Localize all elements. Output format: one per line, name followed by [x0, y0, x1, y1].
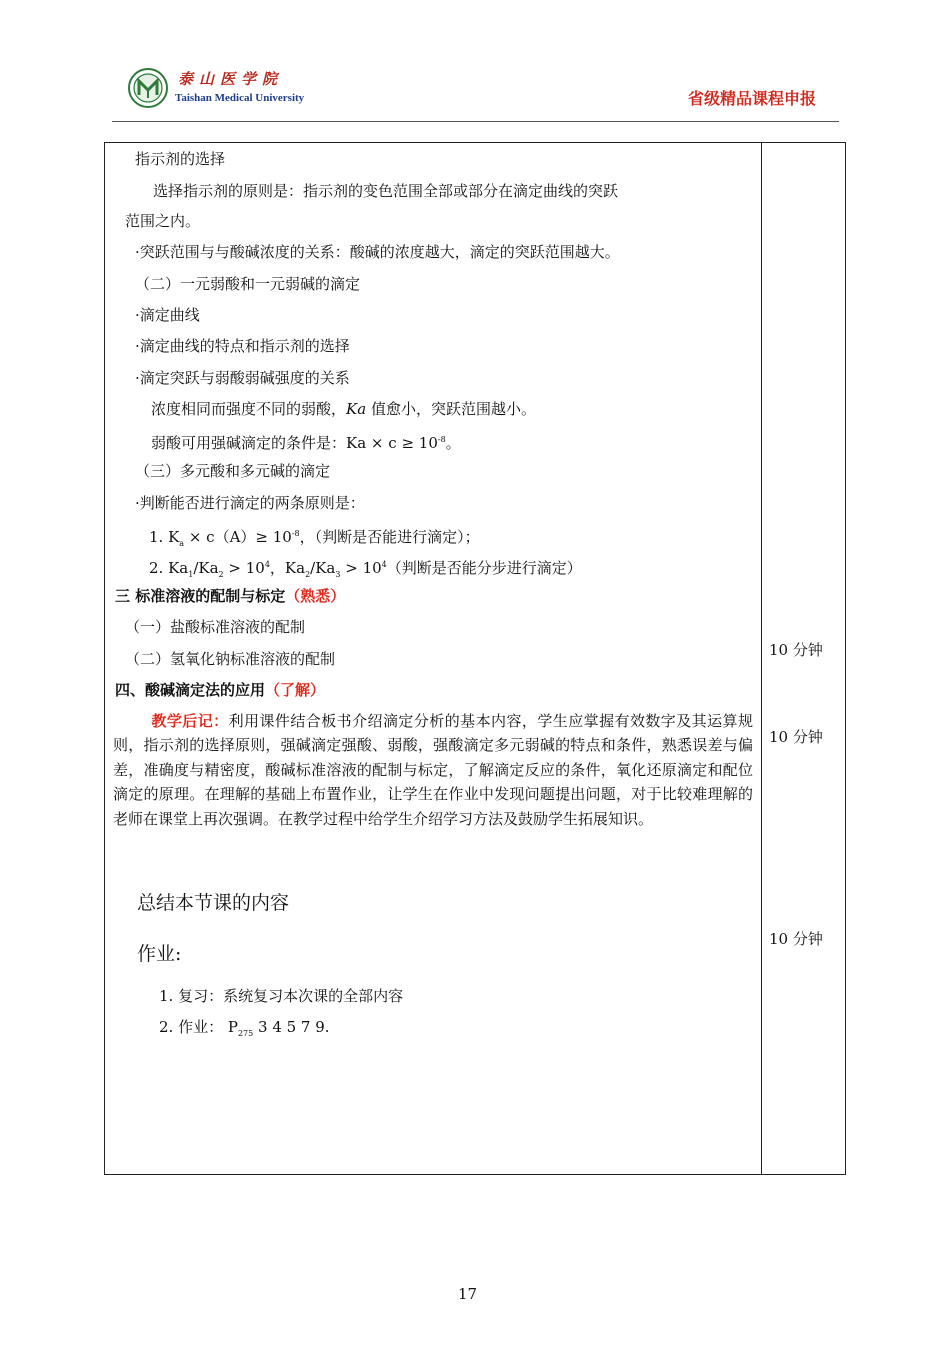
line14-g: （判断是否能分步进行滴定） — [386, 559, 582, 577]
time-label-1: 10 分钟 — [769, 641, 823, 659]
section-heading-3 — [115, 586, 345, 606]
content-line-17: （二）氢氧化钠标准溶液的配制 — [125, 650, 336, 668]
content-line-13 — [149, 524, 480, 554]
summary-line: 总结本节课的内容 — [137, 892, 290, 914]
section3-tag: （熟悉） — [285, 587, 346, 605]
content-line-3: 范围之内。 — [125, 212, 201, 230]
line10-text-c: 。 — [445, 434, 461, 452]
line14-sub4: 3 — [335, 570, 341, 579]
line14-e: /Ka — [310, 559, 336, 577]
hw2-text-b: 3 4 5 7 9. — [253, 1018, 330, 1036]
school-name-en: Taishan Medical University — [175, 92, 305, 104]
page-header — [112, 60, 842, 120]
line14-d: ，Ka — [269, 559, 306, 577]
line13-sub: a — [179, 539, 185, 548]
content-line-1: 指示剂的选择 — [135, 150, 226, 168]
line9-text-c: 值愈小，突跃范围越小。 — [366, 400, 536, 418]
teaching-notes-paragraph — [113, 709, 753, 831]
content-line-16: （一）盐酸标准溶液的配制 — [125, 618, 306, 636]
line9-ka: Ka — [346, 400, 367, 418]
line14-c: > 10 — [223, 559, 265, 577]
line14-sub2: 2 — [218, 570, 224, 579]
column-divider — [761, 143, 762, 1174]
hw2-sub: 275 — [237, 1029, 254, 1038]
line13-text-b: × c（A）≥ 10 — [184, 528, 292, 546]
content-line-4: ·突跃范围与与酸碱浓度的关系：酸碱的浓度越大，滴定的突跃范围越大。 — [135, 243, 620, 261]
line13-text-c: ，（判断是否能进行滴定）； — [299, 528, 480, 546]
line13-sup: -8 — [291, 529, 300, 538]
hw2-text-a: 2. 作业： P — [159, 1018, 238, 1036]
section4-tag: （了解） — [265, 681, 326, 699]
content-line-10 — [151, 430, 461, 453]
time-label-3: 10 分钟 — [769, 930, 823, 948]
content-line-11: （三）多元酸和多元碱的滴定 — [135, 462, 331, 480]
teaching-notes-body: 利用课件结合板书介绍滴定分析的基本内容，学生应掌握有效数字及其运算规则，指示剂的选择原则，强碱滴定强酸、弱酸，强酸滴定多元弱碱的特点和条件，熟悉误差与偏差，准确度与精密度，酸碱标准溶液的配制与标定，了解滴定反应的条件，氧化还原滴定和配位滴定的原理。在理解的基础上布置作业，让学生在作业中发现问题提出问题，对于比较难理解的老师在课堂上再次强调。在教学过程中给学生介绍学习方法及鼓励学生拓展知识。 — [113, 712, 753, 828]
content-line-12: ·判断能否进行滴定的两条原则是： — [135, 494, 365, 512]
line10-formula: Ka × c ≥ 10 — [346, 434, 438, 452]
content-line-2: 选择指示剂的原则是：指示剂的变色范围全部或部分在滴定曲线的突跃 — [153, 182, 619, 200]
content-line-6: ·滴定曲线 — [135, 306, 200, 324]
page-number: 17 — [458, 1285, 478, 1303]
section3-title: 三 标准溶液的配制与标定 — [115, 587, 286, 605]
teaching-notes-lead: 教学后记： — [151, 712, 229, 730]
section4-title: 四、酸碱滴定法的应用 — [115, 681, 266, 699]
homework-item-1: 1. 复习：系统复习本次课的全部内容 — [159, 987, 404, 1005]
line9-text-a: 浓度相同而强度不同的弱酸， — [151, 400, 347, 418]
line14-a: 2. Ka — [149, 559, 189, 577]
section-heading-4 — [115, 680, 325, 700]
line10-sup: -8 — [437, 435, 446, 444]
line14-sub1: 1 — [188, 570, 194, 579]
line14-sub3: 2 — [305, 570, 311, 579]
line14-sup1: 4 — [264, 560, 270, 569]
line14-sup2: 4 — [381, 560, 387, 569]
header-divider — [112, 121, 839, 122]
content-line-7: ·滴定曲线的特点和指示剂的选择 — [135, 337, 350, 355]
line10-text-a: 弱酸可用强碱滴定的条件是： — [151, 434, 347, 452]
line14-f: > 10 — [340, 559, 382, 577]
homework-title: 作业: — [137, 943, 182, 965]
lesson-table — [104, 142, 846, 1175]
content-line-8: ·滴定突跃与弱酸弱碱强度的关系 — [135, 369, 350, 387]
line13-text-a: 1. K — [149, 528, 180, 546]
line14-b: /Ka — [193, 559, 219, 577]
content-line-9 — [151, 399, 536, 419]
content-line-5: （二）一元弱酸和一元弱碱的滴定 — [135, 275, 361, 293]
time-label-2: 10 分钟 — [769, 728, 823, 746]
report-title: 省级精品课程申报 — [687, 89, 816, 108]
university-logo-icon — [128, 68, 168, 108]
homework-item-2 — [159, 1017, 330, 1044]
school-name-cn: 泰山医学院 — [178, 70, 284, 88]
content-line-14 — [149, 555, 582, 585]
